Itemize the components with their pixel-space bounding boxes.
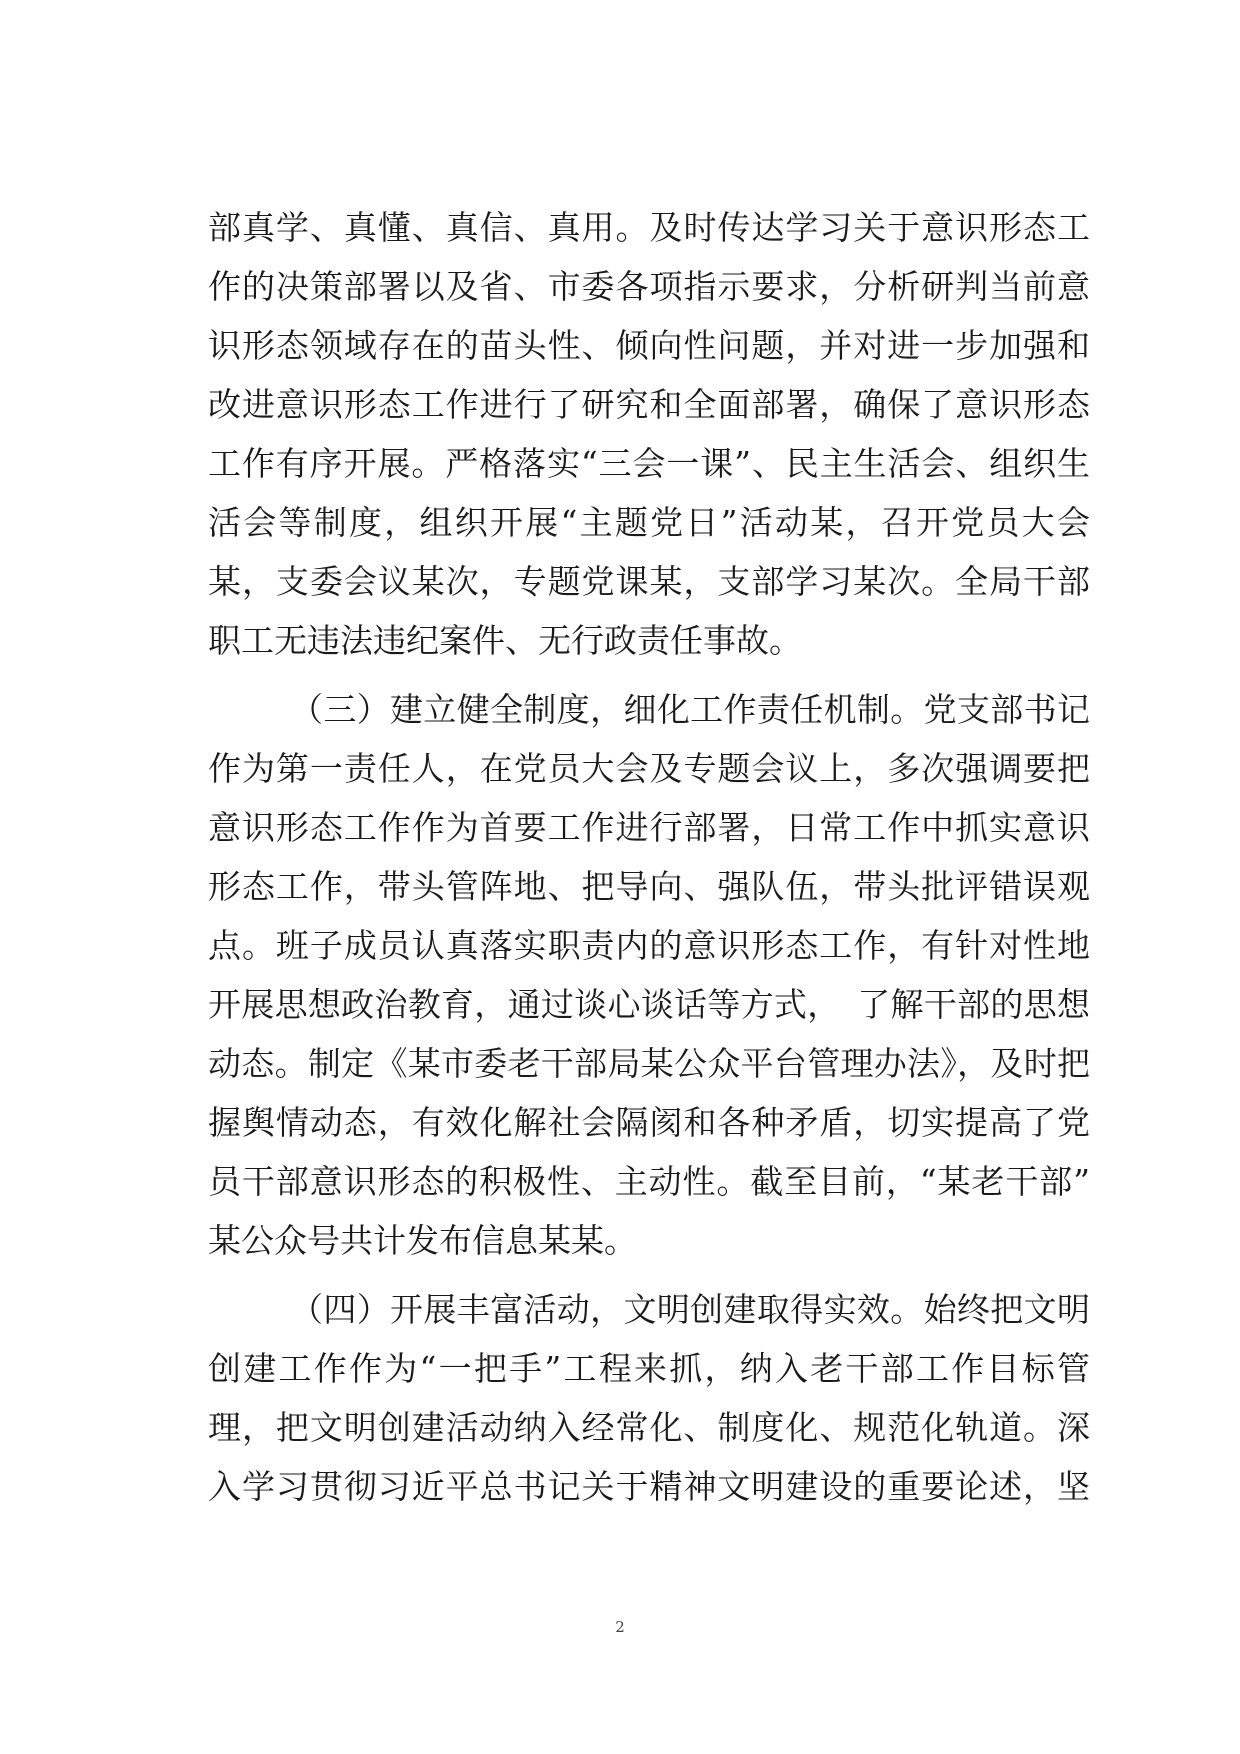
- text-line: 作为第一责任人，在党员大会及专题会议上，多次强调要把: [208, 749, 1090, 788]
- page-number: 2: [615, 1618, 625, 1636]
- text-line: 某公众号共计发布信息某某。: [208, 1221, 637, 1260]
- body-text: [208, 198, 1090, 1516]
- text-line: 工作有序开展。严格落实“三会一课”、民主生活会、组织生: [208, 444, 1090, 483]
- text-line: 员干部意识形态的积极性、主动性。截至目前，“某老干部”: [208, 1162, 1090, 1201]
- text-line: 形态工作，带头管阵地、把导向、强队伍，带头批评错误观: [208, 867, 1090, 906]
- text-line: 理，把文明创建活动纳入经常化、制度化、规范化轨道。深: [208, 1408, 1090, 1447]
- text-line: 职工无违法违纪案件、无行政责任事故。: [208, 621, 802, 660]
- text-line: 作的决策部署以及省、市委各项指示要求，分析研判当前意: [208, 267, 1090, 306]
- text-line: 动态。制定《某市委老干部局某公众平台管理办法》，及时把: [208, 1044, 1090, 1083]
- text-line: 部真学、真懂、真信、真用。及时传达学习关于意识形态工: [208, 208, 1090, 247]
- paragraph-1: [208, 198, 1090, 670]
- section-heading-line: （三）建立健全制度，细化工作责任机制。党支部书记: [290, 690, 1090, 729]
- text-line: 创建工作作为“一把手”工程来抓，纳入老干部工作目标管: [208, 1349, 1090, 1388]
- text-line: 改进意识形态工作进行了研究和全面部署，确保了意识形态: [208, 385, 1090, 424]
- paragraph-3: [208, 1280, 1090, 1516]
- paragraph-2: [208, 680, 1090, 1270]
- text-line: 识形态领域存在的苗头性、倾向性问题，并对进一步加强和: [208, 326, 1090, 365]
- text-line: 握舆情动态，有效化解社会隔阂和各种矛盾，切实提高了党: [208, 1103, 1090, 1142]
- text-line: 意识形态工作作为首要工作进行部署，日常工作中抓实意识: [208, 808, 1090, 847]
- text-line: 点。班子成员认真落实职责内的意识形态工作，有针对性地: [208, 926, 1090, 965]
- text-line: 开展思想政治教育，通过谈心谈话等方式， 了解干部的思想: [208, 985, 1090, 1024]
- text-line: 某，支委会议某次，专题党课某，支部学习某次。全局干部: [208, 562, 1090, 601]
- section-heading-line: （四）开展丰富活动，文明创建取得实效。始终把文明: [290, 1290, 1090, 1329]
- text-line: 活会等制度，组织开展“主题党日”活动某，召开党员大会: [208, 503, 1090, 542]
- text-line: 入学习贯彻习近平总书记关于精神文明建设的重要论述，坚: [208, 1467, 1090, 1506]
